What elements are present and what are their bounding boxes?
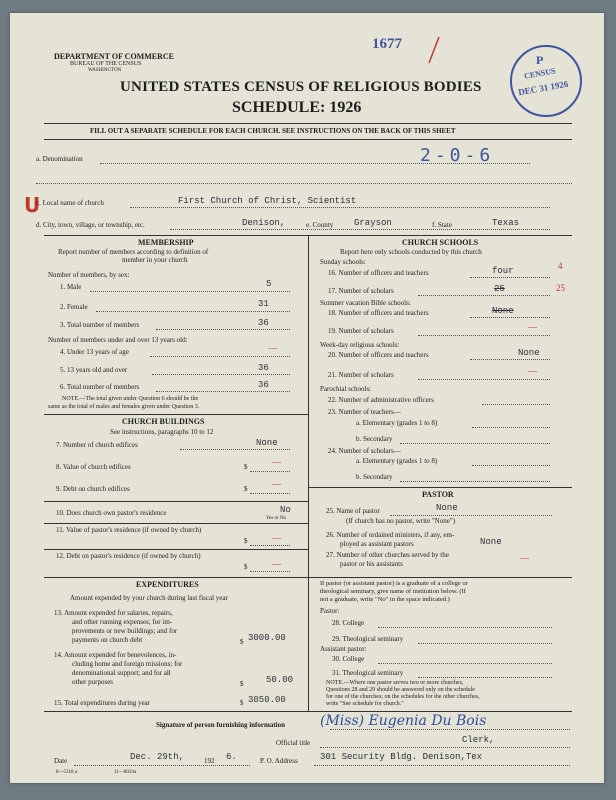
city-label: WASHINGTON xyxy=(88,68,122,73)
edifice-debt-label: 9. Debt on church edifices xyxy=(56,485,130,493)
weekday-teachers-value: None xyxy=(518,348,540,358)
teachers-label: 23. Number of teachers— xyxy=(328,408,401,416)
church-name-value: First Church of Christ, Scientist xyxy=(178,196,357,206)
total-members-label: 3. Total number of members xyxy=(60,321,140,329)
total-members-6-label: 6. Total number of members xyxy=(60,383,140,391)
over-13-value: 36 xyxy=(258,363,269,373)
buildings-title: CHURCH BUILDINGS xyxy=(122,417,205,426)
total-members-value: 36 xyxy=(258,318,269,328)
pastor-education-label: Pastor: xyxy=(320,607,340,615)
form-title: UNITED STATES CENSUS OF RELIGIOUS BODIES xyxy=(120,79,482,95)
parochial-schools-label: Parochial schools: xyxy=(320,385,372,393)
sunday-teachers-label: 16. Number of officers and teachers xyxy=(328,269,429,277)
under-13-label: 4. Under 13 years of age xyxy=(60,348,129,356)
weekday-schools-label: Week-day religious schools: xyxy=(320,341,400,349)
admin-officers-label: 22. Number of administrative officers xyxy=(328,396,434,404)
expense-13-value: 3000.00 xyxy=(248,633,286,643)
sunday-teachers-value: four xyxy=(492,266,514,276)
pastor-seminary-label: 29. Theological seminary xyxy=(332,635,404,643)
expenditures-title: EXPENDITURES xyxy=(136,580,199,589)
weekday-scholars-value: — xyxy=(528,366,537,376)
residence-debt-label: 12. Debt on pastor's residence (if owned by church) xyxy=(56,552,201,560)
instruction-line: FILL OUT A SEPARATE SCHEDULE FOR EACH CHURCH. SEE INSTRUCTIONS ON THE BACK OF THIS SHEET xyxy=(90,127,456,135)
sunday-scholars-label: 17. Number of scholars xyxy=(328,287,394,295)
weekday-scholars-label: 21. Number of scholars xyxy=(328,371,394,379)
scholars-secondary-label: b. Secondary xyxy=(356,473,393,481)
red-margin-4: 4 xyxy=(558,261,563,271)
teachers-elementary-label: a. Elementary (grades 1 to 8) xyxy=(356,419,438,427)
vacation-scholars-label: 19. Number of scholars xyxy=(328,327,394,335)
edifice-value-label: 8. Value of church edifices xyxy=(56,463,131,471)
pastor-title: PASTOR xyxy=(422,490,454,499)
county-value: Grayson xyxy=(354,218,392,228)
address-value: 301 Security Bldg. Denison,Tex xyxy=(320,752,483,762)
pastor-residence-value: No xyxy=(280,505,291,515)
under-13-value: — xyxy=(268,343,277,353)
members-by-sex-label: Number of members, by sex: xyxy=(48,271,130,279)
college-note: If pastor (or assistant pastor) is a graduate of a college or theological seminary, give name of institution below. (If not a graduate, write "No" in the space indicated.) xyxy=(320,580,468,603)
edifices-label: 7. Number of church edifices xyxy=(56,441,138,449)
female-label: 2. Female xyxy=(60,303,88,311)
total-members-6-value: 36 xyxy=(258,380,269,390)
stamp-word: CENSUS xyxy=(523,66,557,81)
assistant-ministers-label: 26. Number of ordained ministers, if any, em- ployed as assistant pastors xyxy=(326,531,455,548)
other-churches-label: 27. Number of other churches served by the pastor or his assistants xyxy=(326,551,449,568)
pastor-note: NOTE.—Where one pastor serves two or more churches, Questions 28 and 29 should be answered only on the schedule for one of the churches; on the schedules for the other churches, write "See schedule for church." xyxy=(326,680,480,707)
schools-intro: Report here only schools conducted by this church xyxy=(340,248,482,256)
weekday-teachers-label: 20. Number of officers and teachers xyxy=(328,351,429,359)
male-label: 1. Male xyxy=(60,283,82,291)
pastor-residence-label: 10. Does church own pastor's residence xyxy=(56,509,167,517)
membership-note-1: NOTE.—The total given under Question 6 should be the xyxy=(62,396,199,402)
sunday-schools-label: Sunday schools: xyxy=(320,258,366,266)
state-label: f. State xyxy=(432,221,452,229)
department-label: DEPARTMENT OF COMMERCE xyxy=(54,52,175,61)
city-label-d: d. City, town, village, or township, etc. xyxy=(36,221,145,229)
membership-note-2: same as the total of males and females given under Question 3. xyxy=(48,404,200,410)
male-value: 5 xyxy=(266,279,272,289)
expense-15-label: 15. Total expenditures during year xyxy=(54,699,150,707)
other-churches-value: — xyxy=(520,553,529,563)
expenditures-sub: Amount expended by your church during last fiscal year xyxy=(70,594,228,602)
scholars-elementary-label: a. Elementary (grades 1 to 8) xyxy=(356,457,438,465)
residence-value-amount: — xyxy=(272,533,281,543)
vacation-schools-label: Summer vacation Bible schools: xyxy=(320,299,411,307)
schedule-title: SCHEDULE: 1926 xyxy=(232,99,362,116)
vacation-teachers-label: 18. Number of officers and teachers xyxy=(328,309,429,317)
edifice-debt-amount: — xyxy=(272,479,281,489)
red-check-mark xyxy=(425,33,445,69)
pastor-college-label: 28. College xyxy=(332,619,365,627)
residence-debt-amount: — xyxy=(272,559,281,569)
over-13-label: 5. 13 years old and over xyxy=(60,366,128,374)
church-name-label: c. Local name of church xyxy=(36,199,104,207)
year-prefix: 192 xyxy=(204,757,215,765)
print-number: 11—8034a xyxy=(114,770,137,775)
vacation-teachers-value: None xyxy=(492,306,514,316)
membership-title: MEMBERSHIP xyxy=(138,238,194,247)
serial-number: 1677 xyxy=(372,36,402,52)
expense-15-value: 3050.00 xyxy=(248,695,286,705)
denomination-value: 2-0-6 xyxy=(420,145,495,166)
red-margin-mark: U xyxy=(24,193,41,217)
form-number: 8—5318 a xyxy=(56,770,77,775)
buildings-sub: See instructions, paragraphs 10 to 12 xyxy=(110,428,214,436)
expense-13-label: 13. Amount expended for salaries, repairs, and other running expenses; for im- provements or new buildings; and for payments on church debt xyxy=(54,609,178,644)
vacation-scholars-value: — xyxy=(528,322,537,332)
year-value: 6. xyxy=(226,752,237,762)
age-groups-label: Number of members under and over 13 years old: xyxy=(48,336,188,344)
red-margin-25: 25 xyxy=(556,283,565,293)
date-value: Dec. 29th, xyxy=(130,752,185,762)
census-received-stamp xyxy=(510,45,582,117)
assistant-seminary-label: 31. Theological seminary xyxy=(332,669,404,677)
assistant-education-label: Assistant pastor: xyxy=(320,645,367,653)
bureau-label: BUREAU OF THE CENSUS xyxy=(70,61,142,67)
membership-intro-1: Report number of members according to definition of xyxy=(58,248,209,256)
census-form-sheet: DEPARTMENT OF COMMERCE BUREAU OF THE CENSUS WASHINGTON 1677 UNITED STATES CENSUS OF RELIGIOUS BODIES SCHEDULE: 1926 P CENSUS DEC 31 1926 FILL OUT A SEPARATE SCHEDULE FOR EACH CHURCH. SEE INSTRUCTIONS ON THE BACK OF THIS SHEET a. Denomination 2-0-6 U c. Local name of church First Church of Christ, Scientist d. City, town, village, or township, etc. Denison, e. County Grayson f. State Texas MEMBERSHIP Report number of members according to definition of member in your church Number of members, by sex: 1. Male 5 2. Female 31 3. Total number of members 36 Number of members under and over 13 years old: 4. Under 13 years of age — 5. 13 years old and over 36 6. Total number of members 36 NOTE.—The total given under Question 6 should be the same as the total of males and females given under Question 3. CHURCH BUILDINGS See instructions, paragraphs 10 to 12 7. Number of church edifices None 8. Value of church edifices $ — 9. Debt on church edifices $ — 10. Does church own pastor's residence No Yes or No 11. Value of pastor's residence (if owned by church) $ — 12. Debt on pastor's residence (if owned by church) $ — EXPENDITURES Amount expended by your church during last fiscal year 13. Amount expended for salaries, repairs, and other running expenses; for im- provements or new buildings; and for payments on church debt $ 3000.00 14. Amount expended for benevolences, in- cluding home and foreign missions; for denominational support; and for all other purposes $ 50.00 15. Total expenditures during year $ 3050.00 CHURCH SCHOOLS Report here only schools conducted by this church Sunday schools: 16. Number of officers and teachers four 4 17. Number of scholars 25 25 Summer vacation Bible schools: 18. Number of officers and teachers None 19. Number of scholars — Week-day religious schools: 20. Number of officers and teachers None 21. Number of scholars — Parochial schools: 22. Number of administrative officers 23. Number of teachers— a. Elementary (grades 1 to 8) b. Secondary 24. Number of scholars— a. Elementary (grades 1 to 8) b. Secondary PASTOR 25. Name of pastor None (If church has no pastor, write "None") 26. Number of ordained ministers, if any, em- ployed as assistant pastors None 27. Number of other churches served by the pastor or his assistants — If pastor (or assistant pastor) is a graduate of a college or theological seminary, give name of institution below. (If not a graduate, write "No" in the space indicated.) Pastor: 28. College 29. Theological seminary Assistant pastor: 30. College 31. Theological seminary NOTE.—Where one pastor serves two or more churches, Questions 28 and 29 should be answered only on the schedule for one of the churches; on the schedules for the other churches, write "See schedule for church." Signature of person furnishing information (Miss) Eugenia Du Bois Official title Clerk, Date Dec. 29th, 192 6. P. O. Address 301 Security Bldg. Denison,Tex 8—5318 a 11—8034a xyxy=(10,13,604,783)
expense-14-label: 14. Amount expended for benevolences, in- cluding home and foreign missions; for denominational support; and for all other purposes xyxy=(54,651,183,686)
pastor-name-label: 25. Name of pastor xyxy=(326,507,380,515)
assistant-ministers-value: None xyxy=(480,537,502,547)
sunday-scholars-value: 25 xyxy=(494,284,505,294)
edifices-value: None xyxy=(256,438,278,448)
stamp-date: DEC 31 1926 xyxy=(517,78,570,98)
denomination-label: a. Denomination xyxy=(36,155,83,163)
stamp-letter: P xyxy=(536,53,544,67)
date-label: Date xyxy=(54,757,68,765)
pastor-name-hint: (If church has no pastor, write "None") xyxy=(346,517,456,525)
signature-value: (Miss) Eugenia Du Bois xyxy=(320,713,487,729)
address-label: P. O. Address xyxy=(260,757,298,765)
city-value: Denison, xyxy=(242,218,286,228)
teachers-secondary-label: b. Secondary xyxy=(356,435,393,443)
signature-label: Signature of person furnishing information xyxy=(156,721,285,729)
edifice-value-amount: — xyxy=(272,457,281,467)
expense-14-value: 50.00 xyxy=(266,675,294,685)
county-label: e. County xyxy=(306,221,334,229)
official-title-value: Clerk, xyxy=(462,735,495,745)
female-value: 31 xyxy=(258,299,269,309)
assistant-college-label: 30. College xyxy=(332,655,365,663)
membership-intro-2: member in your church xyxy=(122,256,188,264)
official-title-label: Official title xyxy=(276,739,311,747)
yes-no-hint: Yes or No xyxy=(266,516,287,521)
state-value: Texas xyxy=(492,218,520,228)
pastor-name-value: None xyxy=(436,503,458,513)
residence-value-label: 11. Value of pastor's residence (if owned by church) xyxy=(56,526,202,534)
scholars-label: 24. Number of scholars— xyxy=(328,447,401,455)
schools-title: CHURCH SCHOOLS xyxy=(402,238,479,247)
